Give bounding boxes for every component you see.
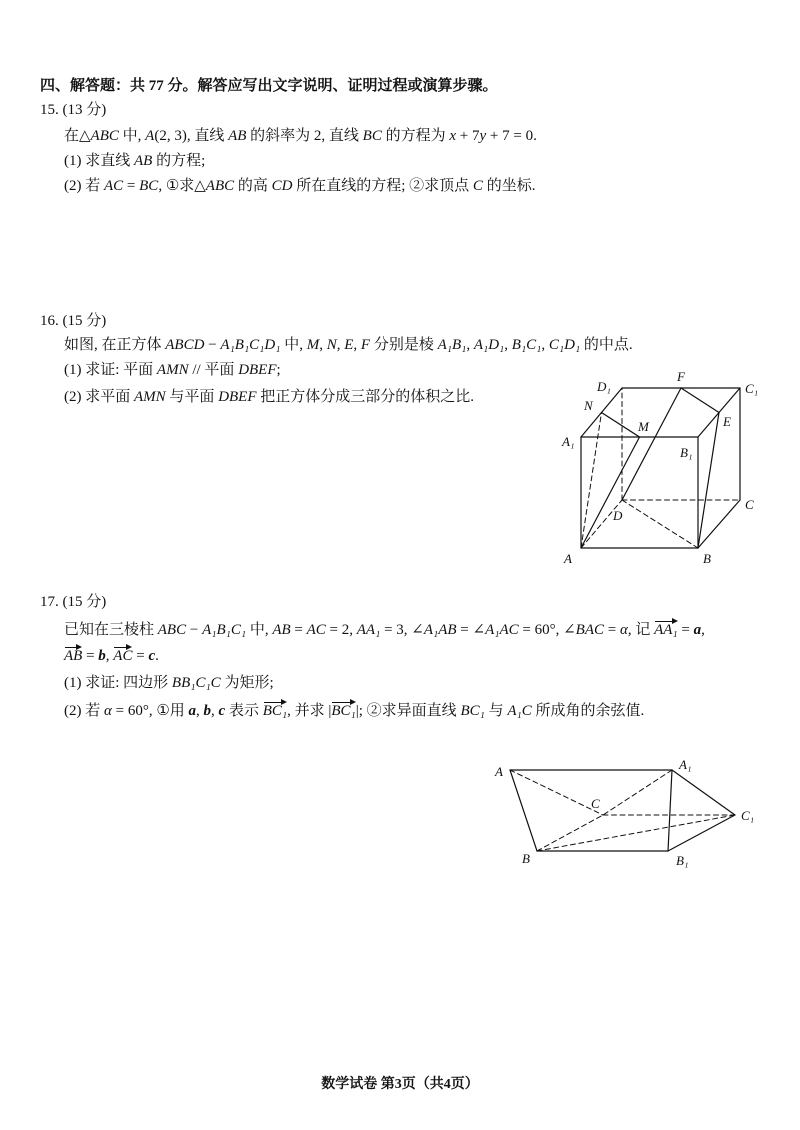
math-symbol: A	[145, 128, 155, 144]
text-run: 表示	[225, 703, 263, 719]
prism-edge-ab	[510, 770, 537, 851]
label-e: E	[723, 414, 731, 429]
label-b: B	[703, 551, 711, 566]
q17-number: 17. (15 分)	[40, 594, 107, 610]
prism-edge-a1c1	[672, 770, 735, 815]
bold-vector-letter: b	[203, 703, 212, 719]
label-a: A	[564, 551, 572, 566]
q16-line-2	[64, 360, 281, 380]
text-run: 的中点.	[580, 337, 633, 353]
text-run: (2) 若	[64, 178, 104, 194]
text-run: 分别是棱	[370, 337, 438, 353]
math-symbol: AMN	[156, 362, 189, 378]
cube-figure	[540, 360, 770, 575]
vector-symbol: BC₁	[262, 703, 288, 719]
q17-line-2	[64, 646, 159, 666]
math-symbol: ABC	[157, 622, 187, 638]
bold-vector-letter: c	[218, 703, 226, 719]
text-run: (2, 3), 直线	[154, 128, 229, 144]
q17-line-3	[64, 673, 274, 693]
math-symbol: AB	[228, 128, 247, 144]
text-run: 在△	[64, 128, 91, 144]
q17-line-4	[64, 701, 644, 721]
math-symbol: AA₁	[356, 622, 381, 638]
text-run: (1) 求直线	[64, 153, 134, 169]
text-run: = 3, ∠	[380, 622, 424, 638]
math-symbol: BC	[139, 178, 159, 194]
math-symbol: α	[619, 622, 628, 638]
math-symbol: CD	[271, 178, 293, 194]
q15-number: 15. (13 分)	[40, 102, 107, 118]
math-symbol: ABCD	[165, 337, 205, 353]
text-run: −	[186, 622, 203, 638]
text-run: =	[604, 622, 620, 638]
math-symbol: AB	[134, 153, 153, 169]
text-run: −	[204, 337, 221, 353]
text-run: = ∠	[456, 622, 486, 638]
text-run: 所成角的余弦值.	[531, 703, 645, 719]
text-run: ,	[504, 337, 512, 353]
label-b1: B₁	[676, 853, 689, 868]
math-symbol: A₁AC	[485, 622, 519, 638]
text-run: ,	[466, 337, 474, 353]
label-c1: C₁	[745, 381, 759, 396]
text-run: 如图, 在正方体	[64, 337, 166, 353]
math-symbol: BAC	[575, 622, 604, 638]
text-run: // 平面	[188, 362, 239, 378]
label-a1: A₁	[562, 434, 575, 449]
text-run: =	[132, 648, 149, 664]
text-run: ,	[701, 622, 705, 638]
q16-line-3	[64, 387, 474, 407]
math-symbol: x	[449, 128, 457, 144]
math-symbol: B₁C₁	[511, 337, 542, 353]
label-n: N	[584, 398, 593, 413]
math-symbol: DBEF	[238, 362, 277, 378]
text-run: |; ②求异面直线	[355, 703, 461, 719]
math-symbol: A₁B₁C₁D₁	[220, 337, 281, 353]
text-run: =	[82, 648, 99, 664]
label-f: F	[677, 369, 685, 384]
text-run: ,	[196, 703, 204, 719]
text-run: 中,	[118, 128, 146, 144]
text-run: + 7	[456, 128, 480, 144]
text-run: 的高	[234, 178, 272, 194]
math-symbol: M	[306, 337, 320, 353]
segment-db	[622, 500, 698, 548]
math-symbol: AB	[272, 622, 291, 638]
text-run: 的方程为	[381, 128, 450, 144]
label-b1: B₁	[680, 445, 693, 460]
bold-vector-letter: c	[148, 648, 156, 664]
text-run: 的坐标.	[482, 178, 536, 194]
text-run: ,	[319, 337, 327, 353]
label-m: M	[638, 419, 649, 434]
q16-line-1	[64, 335, 633, 355]
q16-number: 16. (15 分)	[40, 313, 107, 329]
text-run: =	[677, 622, 694, 638]
text-run: (1) 求证: 平面	[64, 362, 157, 378]
math-symbol: A₁AB	[423, 622, 457, 638]
prism-edge-ac	[510, 770, 603, 815]
text-run: 为矩形;	[220, 675, 274, 691]
text-run: , 记	[627, 622, 655, 638]
math-symbol: BB₁C₁C	[171, 675, 221, 691]
text-run: (2) 求平面	[64, 389, 134, 405]
math-symbol: AC	[306, 622, 326, 638]
math-symbol: AMN	[134, 389, 166, 405]
text-run: .	[155, 648, 159, 664]
q17-line-1	[64, 620, 705, 640]
math-symbol: y	[479, 128, 487, 144]
math-symbol: DBEF	[218, 389, 257, 405]
text-run: = 2,	[325, 622, 357, 638]
text-run: =	[123, 178, 140, 194]
section-heading: 四、解答题：共 77 分。解答应写出文字说明、证明过程或演算步骤。	[40, 78, 498, 94]
text-run: ;	[276, 362, 281, 378]
math-symbol: ABC	[205, 178, 235, 194]
prism-edge-b1c1	[668, 815, 735, 851]
text-run: 与平面	[165, 389, 219, 405]
vector-symbol: BC₁	[331, 703, 356, 719]
bold-vector-letter: b	[98, 648, 106, 664]
vector-symbol: AC	[113, 648, 133, 664]
prism-figure	[485, 750, 765, 880]
segment-bc1	[537, 815, 735, 851]
text-run: , ①求△	[158, 178, 206, 194]
text-run: 的斜率为 2, 直线	[246, 128, 363, 144]
text-run: ,	[353, 337, 361, 353]
label-c1: C₁	[741, 808, 755, 823]
segment-df	[622, 388, 681, 500]
math-symbol: C₁D₁	[548, 337, 581, 353]
text-run: 中,	[246, 622, 273, 638]
math-symbol: A₁D₁	[473, 337, 505, 353]
vector-symbol: AA₁	[654, 622, 678, 638]
text-run: ,	[541, 337, 549, 353]
page-footer: 数学试卷 第3页（共4页）	[321, 1077, 479, 1092]
prism-edge-a1b1	[668, 770, 672, 851]
label-a: A	[495, 764, 503, 779]
text-run: , 并求 |	[287, 703, 332, 719]
label-d: D	[613, 508, 623, 523]
math-symbol: A₁C	[507, 703, 532, 719]
text-run: (2) 若	[64, 703, 104, 719]
segment-mn	[602, 413, 640, 438]
text-run: (1) 求证: 四边形	[64, 675, 172, 691]
math-symbol: BC₁	[460, 703, 485, 719]
text-run: ,	[105, 648, 114, 664]
math-symbol: A₁B₁C₁	[202, 622, 247, 638]
math-symbol: N	[326, 337, 337, 353]
prism-edge-bc	[537, 815, 603, 851]
text-run: ,	[211, 703, 219, 719]
text-run: 把正方体分成三部分的体积之比.	[256, 389, 475, 405]
math-symbol: C	[472, 178, 483, 194]
math-symbol: α	[104, 703, 112, 719]
math-symbol: AC	[104, 178, 124, 194]
vector-symbol: AB	[64, 648, 83, 664]
segment-ef	[681, 388, 719, 413]
text-run: 的方程;	[152, 153, 206, 169]
label-c: C	[591, 796, 600, 811]
math-symbol: F	[360, 337, 371, 353]
text-run: = 60°, ∠	[518, 622, 576, 638]
math-symbol: E	[344, 337, 354, 353]
segment-a1c	[603, 770, 672, 815]
math-symbol: A₁B₁	[437, 337, 467, 353]
text-run: 中,	[280, 337, 307, 353]
math-symbol: ABC	[90, 128, 119, 144]
q15-line-1	[64, 126, 537, 146]
text-run: + 7 = 0.	[486, 128, 537, 144]
text-run: 与	[484, 703, 508, 719]
label-d1: D₁	[597, 379, 611, 394]
q15-line-3	[64, 176, 535, 196]
text-run: =	[290, 622, 307, 638]
text-run: = 60°, ①用	[111, 703, 189, 719]
label-b: B	[522, 851, 530, 866]
math-symbol: BC	[362, 128, 382, 144]
text-run: 已知在三棱柱	[64, 622, 158, 638]
q15-line-2	[64, 151, 205, 171]
text-run: 所在直线的方程; ②求顶点	[292, 178, 473, 194]
bold-vector-letter: a	[188, 703, 197, 719]
label-c: C	[745, 497, 754, 512]
label-a1: A₁	[679, 757, 692, 772]
text-run: ,	[336, 337, 345, 353]
bold-vector-letter: a	[693, 622, 702, 638]
